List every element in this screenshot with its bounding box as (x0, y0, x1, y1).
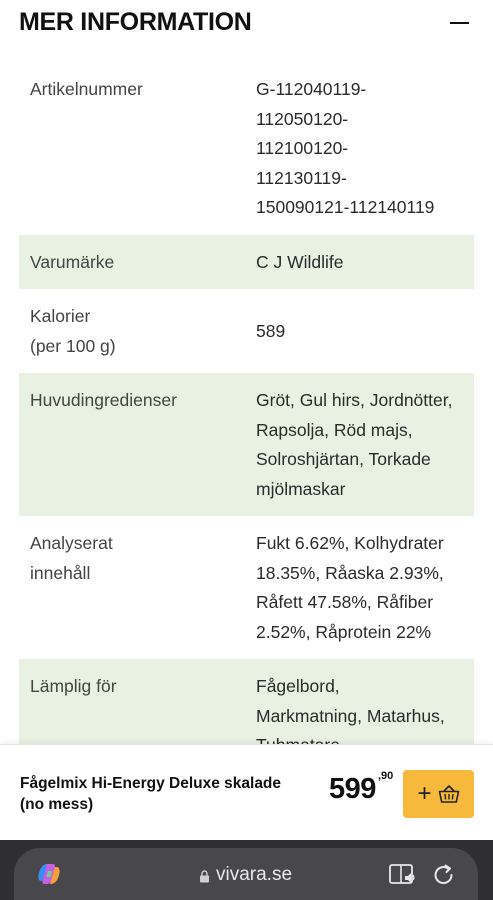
label-line: (per 100 g) (30, 335, 116, 356)
row-value (256, 75, 474, 223)
value-line: Gröt, Gul hirs, Jordnötter, (256, 390, 453, 410)
price-decimals: ,90 (378, 770, 394, 782)
label-line: innehåll (30, 562, 91, 583)
value-line: 112100120- (256, 138, 349, 158)
minus-icon[interactable] (446, 10, 476, 36)
url-text: vivara.se (216, 864, 293, 885)
product-name (20, 773, 320, 815)
value-line: Råfett 47.58%, Råfiber (256, 592, 434, 612)
reload-icon[interactable] (431, 862, 457, 888)
value-line: C J Wildlife (256, 251, 344, 272)
value-line: 18.35%, Råaska 2.93%, (256, 562, 444, 583)
value-line: G-112040119- (256, 79, 367, 99)
section-title: MER INFORMATION (19, 8, 252, 36)
value-line: 2.52%, Råprotein 22% (256, 621, 432, 642)
value-line: Solroshjärtan, Torkade (256, 449, 431, 469)
value-line: 112050120- (256, 108, 349, 129)
row-label: Lämplig för (30, 676, 117, 696)
table-row-huvudingredienser (19, 373, 474, 516)
copilot-icon[interactable] (36, 861, 62, 887)
value-line: 112130119- (256, 167, 347, 188)
basket-icon (438, 784, 460, 804)
value-line: Rapsolja, Röd majs, (256, 419, 413, 440)
row-label: Varumärke (30, 251, 115, 272)
value-line: 150090121-112140119 (256, 197, 435, 217)
row-label: Artikelnummer (30, 79, 143, 99)
row-value (256, 386, 474, 504)
reader-mode-icon[interactable] (388, 862, 416, 888)
lock-icon (199, 870, 210, 883)
value-line: 589 (256, 320, 286, 341)
product-name-line: Fågelmix Hi-Energy Deluxe skalade (20, 775, 282, 792)
table-row-analyserat-innehall (19, 516, 474, 659)
row-value (256, 529, 474, 647)
label-line: Kalorier (30, 306, 91, 326)
row-value (256, 317, 474, 347)
price-main: 599 (329, 773, 376, 805)
product-price (329, 770, 394, 806)
row-value (256, 248, 474, 278)
section-header[interactable] (0, 0, 493, 50)
value-line: Markmatning, Matarhus, (256, 705, 445, 726)
value-line: Fukt 6.62%, Kolhydrater (256, 533, 444, 553)
label-line: Analyserat (30, 533, 113, 553)
value-line: Fågelbord, (256, 676, 340, 696)
table-row-artikelnummer (19, 62, 474, 235)
value-line: mjölmaskar (256, 478, 346, 499)
row-label (30, 302, 256, 361)
product-name-line: (no mess) (20, 796, 94, 813)
table-row-kalorier (19, 289, 474, 373)
row-label: Huvudingredienser (30, 390, 177, 410)
add-to-cart-button[interactable] (403, 770, 474, 818)
product-info-table (19, 62, 474, 773)
table-row-varumarke (19, 235, 474, 290)
sticky-add-to-cart-bar (0, 744, 493, 841)
plus-icon: + (417, 780, 432, 807)
browser-bottom-bar (0, 840, 493, 900)
row-label (30, 529, 256, 588)
